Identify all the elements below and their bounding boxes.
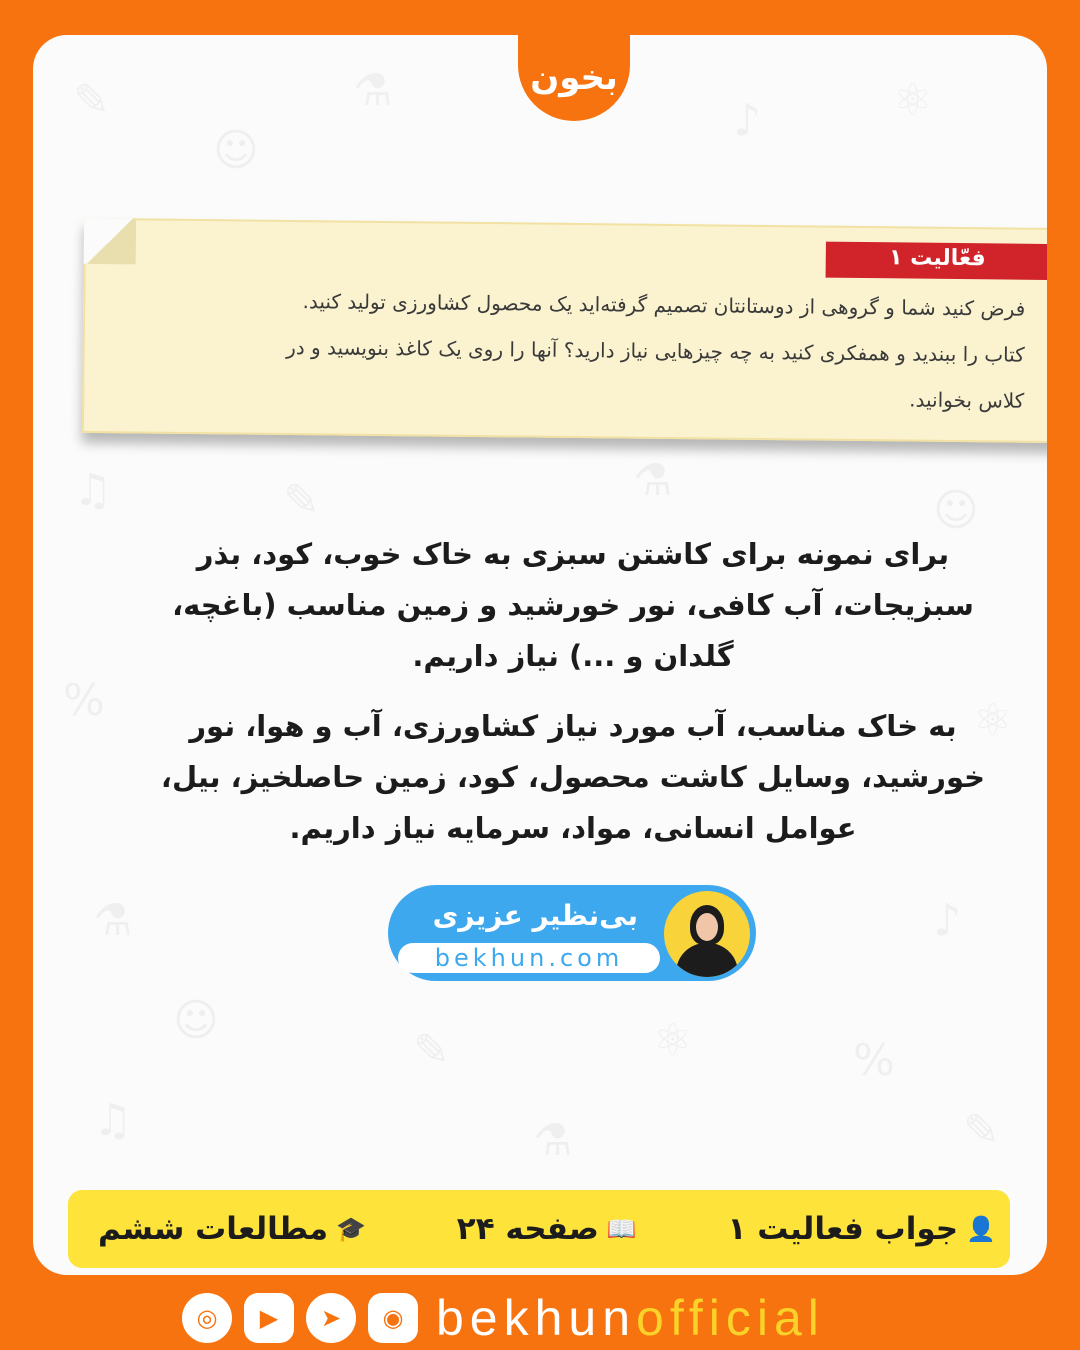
avatar (664, 891, 750, 977)
info-page (457, 1211, 637, 1247)
brand-part-1: bekhun (436, 1290, 637, 1346)
logo-text: بخون (530, 58, 618, 98)
answer-paragraph-1: برای نمونه برای کاشتن سبزی به خاک خوب، کود، بذر سبزیجات، آب کافی، نور خورشید و زمین مناسب (باغچه، گلدان و ...) نیاز داریم. (172, 537, 974, 673)
teacher-icon: 👤 (966, 1215, 996, 1243)
author-name: بی‌نظیر عزیزی (432, 899, 638, 932)
brand-handle[interactable] (436, 1289, 825, 1347)
textbook-activity-box (82, 218, 1047, 443)
activity-line: فرض کنید شما و گروهی از دوستانتان تصمیم گرفته‌اید یک محصول کشاورزی تولید کنید. (302, 289, 1026, 321)
activity-text (120, 276, 1025, 423)
info-page-label: صفحه ۲۴ (456, 1211, 599, 1247)
author-badge[interactable] (388, 885, 756, 981)
info-bar (68, 1190, 1010, 1268)
info-subject (98, 1211, 366, 1247)
activity-line: کلاس بخوانید. (909, 387, 1025, 413)
info-subject-label: مطالعات ششم (98, 1211, 329, 1247)
author-site[interactable]: bekhun.com (398, 943, 660, 973)
youtube-icon[interactable]: ▶ (244, 1293, 294, 1343)
social-footer (182, 1288, 902, 1348)
activity-line: کتاب را ببندید و همفکری کنید به چه چیزهایی نیاز دارید؟ آنها را روی یک کاغذ بنویسید و در (286, 334, 1025, 367)
background-pattern: ✎ ☺ ⚗ ♪ ⚛ ♫ ✎ ⚗ ☺ % ⚛ ⚗ ♪ ☺ ✎ ⚛ % ♫ ⚗ ✎ (63, 65, 1013, 1166)
page-fold (84, 218, 136, 265)
book-icon: 📖 (606, 1215, 637, 1243)
info-activity-label: جواب فعالیت ۱ (727, 1211, 959, 1247)
instagram-icon[interactable]: ◉ (368, 1293, 418, 1343)
activity-title-tag: فعّالیت ۱ (826, 242, 1047, 280)
brand-part-2: official (636, 1290, 825, 1346)
answer-paragraph-2: به خاک مناسب، آب مورد نیاز کشاورزی، آب و هوا، نور خورشید، وسایل کاشت محصول، کود، زمین حاصلخیز، بیل، عوامل انسانی، مواد، سرمایه نیاز داریم. (160, 709, 986, 845)
graduation-cap-icon: 🎓 (336, 1215, 366, 1243)
info-activity (728, 1211, 997, 1247)
telegram-icon[interactable]: ➤ (306, 1293, 356, 1343)
film-reel-icon[interactable]: ◎ (182, 1293, 232, 1343)
content-card (33, 35, 1047, 1275)
